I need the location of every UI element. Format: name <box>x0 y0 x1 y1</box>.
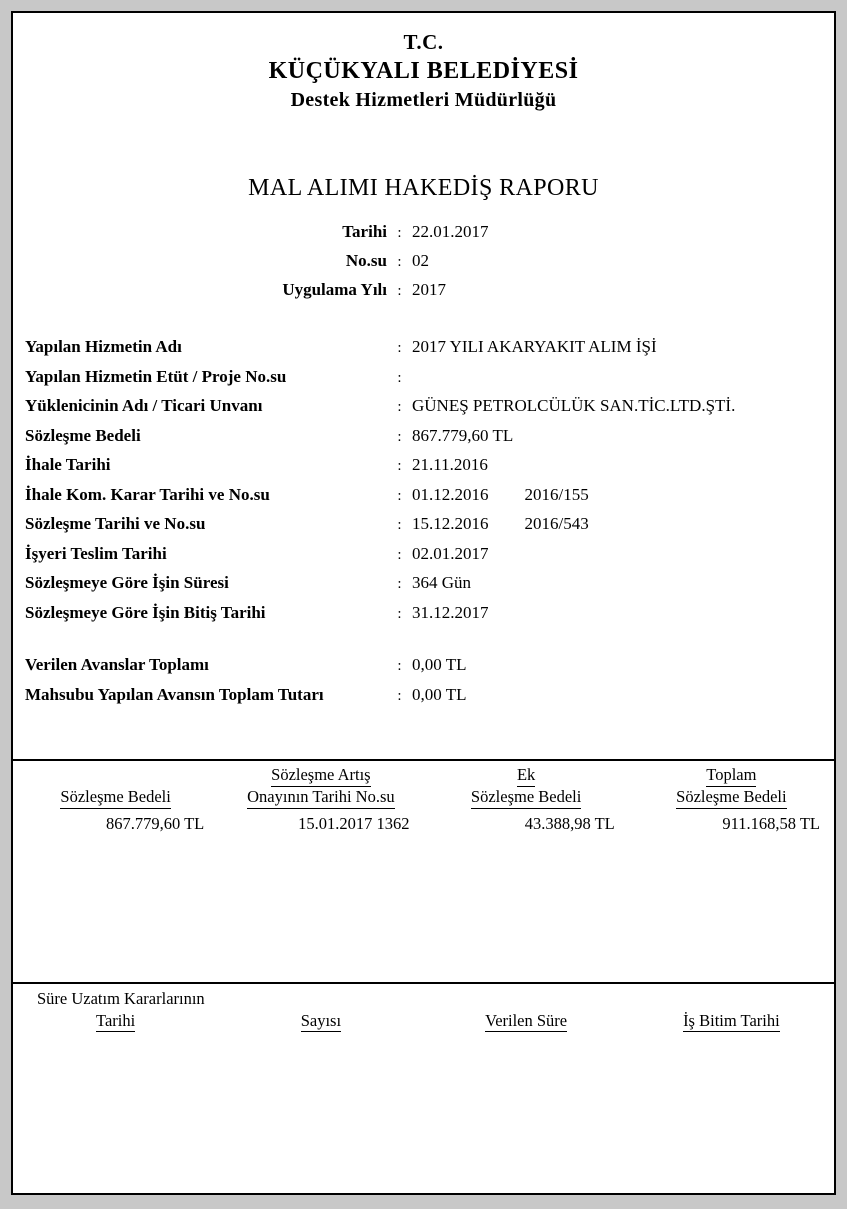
amount-value-row <box>13 813 834 835</box>
field-value-ihale-kom-karar <box>412 485 589 505</box>
field-row-ihale-tarihi <box>13 455 834 485</box>
amount-col-1-head-top-text: Sözleşme Artış <box>271 764 370 787</box>
field-row-isin-suresi <box>13 573 834 603</box>
amount-col-1-head-top <box>218 764 423 786</box>
field-label-etut-proje-nosu: Yapılan Hizmetin Etüt / Proje No.su <box>25 366 287 386</box>
field-value-isin-bitis-tarihi <box>412 603 489 623</box>
field-value-isyeri-teslim-tarihi <box>412 544 489 564</box>
colon-separator: : <box>397 517 402 534</box>
org-line-tc: T.C. <box>403 30 444 54</box>
amount-col-0-head-top <box>13 764 218 786</box>
amount-col-3-value: 911.168,58 TL <box>722 814 820 833</box>
extension-header-row <box>13 1011 834 1032</box>
extension-col-sayisi-text: Sayısı <box>300 1011 342 1030</box>
amount-col-1-head-bottom-text: Onayının Tarihi No.su <box>247 786 395 809</box>
page-title: MAL ALIMI HAKEDİŞ RAPORU <box>248 175 599 202</box>
extension-col-is-bitim-tarihi-text: İş Bitim Tarihi <box>683 1011 780 1030</box>
advances-section <box>13 655 834 714</box>
field-row-sozlesme-tarihi-nosu <box>13 514 834 544</box>
contract-amounts-table <box>13 764 834 835</box>
colon-separator: : <box>397 546 402 563</box>
amount-col-3-head-bottom <box>629 786 834 810</box>
value-secondary: 2016/543 <box>524 514 589 534</box>
value-primary: 01.12.2016 <box>412 484 489 504</box>
field-label-hizmet-adi: Yapılan Hizmetin Adı <box>25 337 182 357</box>
field-row-isin-bitis-tarihi <box>13 603 834 633</box>
amount-col-1-value: 15.01.2017 1362 <box>298 814 410 833</box>
field-value-yuklenici-adi <box>412 396 735 416</box>
value-primary: 02.01.2017 <box>412 543 489 563</box>
meta-value-nosu: 02 <box>412 251 429 271</box>
colon-separator: : <box>397 225 402 242</box>
extension-table-caption: Süre Uzatım Kararlarının <box>37 989 205 1008</box>
extension-col-sayisi <box>218 1011 423 1032</box>
field-label-ihale-tarihi: İhale Tarihi <box>25 455 111 475</box>
colon-separator: : <box>397 428 402 445</box>
amount-col-2-head-bottom <box>424 786 629 810</box>
field-label-sozlesme-bedeli: Sözleşme Bedeli <box>25 425 141 445</box>
value-primary: 0,00 TL <box>412 684 467 704</box>
field-value-sozlesme-bedeli <box>412 426 513 446</box>
value-primary: 21.11.2016 <box>412 455 488 475</box>
value-primary: GÜNEŞ PETROLCÜLÜK SAN.TİC.LTD.ŞTİ. <box>412 396 736 416</box>
extension-col-is-bitim-tarihi <box>629 1011 834 1032</box>
field-value-verilen-avanslar <box>412 655 466 675</box>
colon-separator: : <box>397 458 402 475</box>
value-secondary: 2016/155 <box>524 484 589 504</box>
meta-label-uygulama-yili: Uygulama Yılı <box>282 280 387 300</box>
meta-row-nosu <box>13 251 834 280</box>
field-label-isin-bitis-tarihi: Sözleşmeye Göre İşin Bitiş Tarihi <box>25 602 266 622</box>
document-meta <box>13 222 834 309</box>
field-row-sozlesme-bedeli <box>13 426 834 456</box>
field-value-ihale-tarihi <box>412 455 488 475</box>
field-value-mahsubu-avans <box>412 685 466 705</box>
colon-separator: : <box>397 254 402 271</box>
value-primary: 0,00 TL <box>412 655 467 675</box>
colon-separator: : <box>397 340 402 357</box>
colon-separator: : <box>397 605 402 622</box>
extension-col-tarihi <box>13 1011 218 1032</box>
amount-col-0-head-bottom <box>13 786 218 810</box>
colon-separator: : <box>397 687 402 704</box>
field-row-verilen-avanslar <box>13 655 834 685</box>
extension-col-tarihi-text: Tarihi <box>96 1011 136 1030</box>
field-row-hizmet-adi <box>13 337 834 367</box>
colon-separator: : <box>397 576 402 593</box>
fields-section <box>13 337 834 714</box>
amount-col-0-value: 867.779,60 TL <box>106 814 205 833</box>
amount-col-3-head-top <box>629 764 834 786</box>
extension-col-verilen-sure-text: Verilen Süre <box>485 1011 568 1030</box>
field-label-isin-suresi: Sözleşmeye Göre İşin Süresi <box>25 573 229 593</box>
colon-separator: : <box>397 399 402 416</box>
amount-col-1-head-bottom <box>218 786 423 810</box>
field-row-isyeri-teslim-tarihi <box>13 544 834 574</box>
colon-separator: : <box>397 369 402 386</box>
org-line-department: Destek Hizmetleri Müdürlüğü <box>290 89 557 112</box>
amount-col-3-head-top-text: Toplam <box>706 764 756 787</box>
meta-value-uygulama-yili: 2017 <box>412 280 446 300</box>
field-label-verilen-avanslar: Verilen Avanslar Toplamı <box>25 655 209 675</box>
meta-label-nosu: No.su <box>345 251 387 271</box>
amount-col-3-head-bottom-text: Sözleşme Bedeli <box>676 786 786 809</box>
value-primary: 364 Gün <box>412 573 472 593</box>
org-line-municipality: KÜÇÜKYALI BELEDİYESİ <box>268 58 579 85</box>
organization-header <box>13 29 834 113</box>
colon-separator: : <box>397 487 402 504</box>
value-primary: 2017 YILI AKARYAKIT ALIM İŞİ <box>412 337 657 357</box>
colon-separator: : <box>397 658 402 675</box>
value-primary: 15.12.2016 <box>412 514 489 534</box>
extension-col-verilen-sure <box>424 1011 629 1032</box>
field-label-ihale-kom-karar: İhale Kom. Karar Tarihi ve No.su <box>25 484 270 504</box>
meta-label-tarihi: Tarihi <box>342 222 387 242</box>
field-label-yuklenici-adi: Yüklenicinin Adı / Ticari Unvanı <box>25 396 263 416</box>
field-label-mahsubu-avans: Mahsubu Yapılan Avansın Toplam Tutarı <box>25 684 324 704</box>
meta-row-uygulama-yili <box>13 280 834 309</box>
amount-col-2-head-top-text: Ek <box>517 764 535 787</box>
section-divider-bottom <box>13 982 834 984</box>
field-label-sozlesme-tarihi-nosu: Sözleşme Tarihi ve No.su <box>25 514 206 534</box>
field-value-sozlesme-tarihi-nosu <box>412 514 589 534</box>
field-value-isin-suresi <box>412 573 471 593</box>
meta-value-tarihi: 22.01.2017 <box>412 222 489 242</box>
field-value-hizmet-adi <box>412 337 657 357</box>
field-row-mahsubu-avans <box>13 685 834 715</box>
field-row-ihale-kom-karar <box>13 485 834 515</box>
amount-col-0-head-bottom-text: Sözleşme Bedeli <box>60 786 170 809</box>
field-label-isyeri-teslim-tarihi: İşyeri Teslim Tarihi <box>25 543 167 563</box>
meta-row-tarihi <box>13 222 834 251</box>
value-primary: 867.779,60 TL <box>412 425 514 445</box>
amount-col-2-value: 43.388,98 TL <box>524 814 615 833</box>
field-row-yuklenici-adi <box>13 396 834 426</box>
colon-separator: : <box>397 283 402 300</box>
value-primary: 31.12.2017 <box>412 602 489 622</box>
section-divider-top <box>13 759 834 761</box>
amount-col-2-head-top <box>424 764 629 786</box>
amount-col-2-head-bottom-text: Sözleşme Bedeli <box>471 786 581 809</box>
field-row-etut-proje-nosu <box>13 367 834 397</box>
document-page <box>11 11 836 1195</box>
amount-header-row-bottom <box>13 786 834 810</box>
extension-decisions-table <box>13 989 834 1032</box>
amount-header-row-top <box>13 764 834 786</box>
